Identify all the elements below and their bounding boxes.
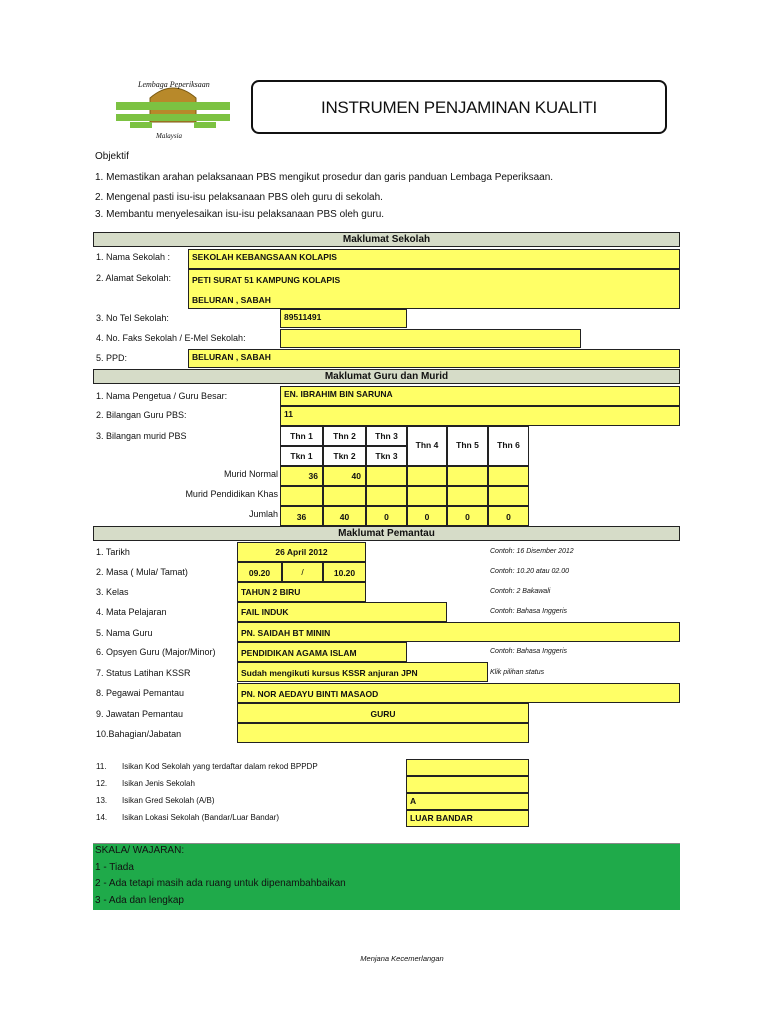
murid-khas-thn-6[interactable] [488,486,529,506]
col-thn-3: Thn 3 [366,426,407,446]
tarikh-field[interactable]: 26 April 2012 [237,542,366,562]
bahagian-jabatan-label: 10.Bahagian/Jabatan [96,729,182,739]
murid-normal-label: Murid Normal [223,469,278,479]
kelas-example: Contoh: 2 Bakawali [490,588,551,595]
kod-sekolah-field[interactable] [406,759,529,776]
murid-khas-thn-5[interactable] [447,486,488,506]
jawatan-pemantau-label: 9. Jawatan Pemantau [96,709,184,719]
objektif-heading: Objektif [95,151,129,162]
murid-khas-thn-2[interactable] [323,486,366,506]
ppd-label: 5. PPD: [96,353,128,363]
jumlah-thn-2: 40 [323,506,366,526]
isikan-14-num: 14. [96,813,108,822]
alamat-sekolah-label: 2. Alamat Sekolah: [96,273,172,283]
no-faks-field[interactable] [280,329,581,348]
murid-normal-thn-5[interactable] [447,466,488,486]
murid-khas-thn-4[interactable] [407,486,447,506]
alamat-line-2: BELURAN , SABAH [192,294,271,305]
bahagian-jabatan-field[interactable] [237,723,529,743]
tarikh-label: 1. Tarikh [96,547,130,557]
masa-example: Contoh: 10.20 atau 02.00 [490,568,570,575]
skala-item: 1 - Tiada [95,862,134,873]
maklumat-sekolah-header: Maklumat Sekolah [93,232,680,247]
opsyen-guru-field[interactable]: PENDIDIKAN AGAMA ISLAM [237,642,407,662]
jumlah-thn-1: 36 [280,506,323,526]
mata-pelajaran-field[interactable]: FAIL INDUK [237,602,447,622]
status-latihan-select[interactable]: Sudah mengikuti kursus KSSR anjuran JPN [237,662,488,682]
murid-normal-thn-2[interactable]: 40 [323,466,366,486]
col-thn-6: Thn 6 [488,426,529,466]
objektif-item: 3. Membantu menyelesaikan isu-isu pelaksanaan PBS oleh guru. [95,209,385,220]
nama-pengetua-field[interactable]: EN. IBRAHIM BIN SARUNA [280,386,680,406]
opsyen-example: Contoh: Bahasa Inggeris [490,648,568,655]
mata-pelajaran-example: Contoh: Bahasa Inggeris [490,608,568,615]
page-title: INSTRUMEN PENJAMINAN KUALITI [321,98,597,117]
logo-arc-text: Lembaga Peperiksaan [138,80,210,89]
col-thn-1: Thn 1 [280,426,323,446]
jumlah-thn-6: 0 [488,506,529,526]
bilangan-guru-label: 2. Bilangan Guru PBS: [96,410,187,420]
isikan-12-label: Isikan Jenis Sekolah [122,779,195,788]
nama-pengetua-label: 1. Nama Pengetua / Guru Besar: [96,391,228,401]
opsyen-guru-label: 6. Opsyen Guru (Major/Minor) [96,647,216,657]
bilangan-guru-field[interactable]: 11 [280,406,680,426]
bilangan-murid-label: 3. Bilangan murid PBS [96,431,187,441]
isikan-13-num: 13. [96,796,108,805]
jenis-sekolah-field[interactable] [406,776,529,793]
gred-sekolah-field[interactable]: A [406,793,529,810]
alamat-line-1: PETI SURAT 51 KAMPUNG KOLAPIS [192,275,341,285]
nama-guru-field[interactable]: PN. SAIDAH BT MININ [237,622,680,642]
no-tel-label: 3. No Tel Sekolah: [96,313,169,323]
jumlah-thn-3: 0 [366,506,407,526]
objektif-item: 2. Mengenal pasti isu-isu pelaksanaan PBS oleh guru di sekolah. [95,192,383,203]
lokasi-sekolah-field[interactable]: LUAR BANDAR [406,810,529,827]
kelas-field[interactable]: TAHUN 2 BIRU [237,582,366,602]
murid-khas-label: Murid Pendidikan Khas [185,489,278,499]
murid-normal-thn-3[interactable] [366,466,407,486]
masa-separator: / [282,562,323,582]
jumlah-thn-4: 0 [407,506,447,526]
isikan-11-label: Isikan Kod Sekolah yang terdaftar dalam rekod BPPDP [122,762,318,771]
objektif-item: 1. Memastikan arahan pelaksanaan PBS mengikut prosedur dan garis panduan Lembaga Peperiksaan. [95,172,554,183]
nama-sekolah-label: 1. Nama Sekolah : [96,252,171,262]
maklumat-guru-murid-header: Maklumat Guru dan Murid [93,369,680,384]
jawatan-pemantau-field[interactable]: GURU [237,703,529,723]
isikan-14-label: Isikan Lokasi Sekolah (Bandar/Luar Bandar) [122,813,279,822]
skala-item: 3 - Ada dan lengkap [95,895,184,906]
status-example: Klik pilihan status [490,669,545,676]
skala-heading: SKALA/ WAJARAN: [95,845,185,856]
no-tel-field[interactable]: 89511491 [280,309,407,328]
isikan-11-num: 11. [96,762,107,771]
logo [110,76,236,144]
maklumat-pemantau-header: Maklumat Pemantau [93,526,680,541]
logo-bottom-text: Malaysia [156,132,183,140]
mata-pelajaran-label: 4. Mata Pelajaran [96,607,167,617]
masa-tamat-field[interactable]: 10.20 [323,562,366,582]
pegawai-pemantau-field[interactable]: PN. NOR AEDAYU BINTI MASAOD [237,683,680,703]
murid-normal-thn-4[interactable] [407,466,447,486]
tarikh-example: Contoh: 16 Disember 2012 [490,548,574,555]
ppd-field[interactable]: BELURAN , SABAH [188,349,680,368]
pegawai-pemantau-label: 8. Pegawai Pemantau [96,688,185,698]
status-latihan-label: 7. Status Latihan KSSR [96,668,191,678]
isikan-12-num: 12. [96,779,108,788]
col-tkn-1: Tkn 1 [280,446,323,466]
isikan-13-label: Isikan Gred Sekolah (A/B) [122,796,215,805]
alamat-sekolah-field[interactable] [188,269,680,309]
jumlah-thn-5: 0 [447,506,488,526]
murid-khas-thn-3[interactable] [366,486,407,506]
col-tkn-3: Tkn 3 [366,446,407,466]
skala-item: 2 - Ada tetapi masih ada ruang untuk dipenambahbaikan [95,878,346,889]
nama-guru-label: 5. Nama Guru [96,628,153,638]
murid-normal-thn-1[interactable]: 36 [280,466,323,486]
nama-sekolah-field[interactable]: SEKOLAH KEBANGSAAN KOLAPIS [188,249,680,269]
col-tkn-2: Tkn 2 [323,446,366,466]
footer-tagline: Menjana Kecemerlangan [360,954,444,963]
murid-khas-thn-1[interactable] [280,486,323,506]
masa-label: 2. Masa ( Mula/ Tamat) [96,567,188,577]
col-thn-5: Thn 5 [447,426,488,466]
kelas-label: 3. Kelas [96,587,129,597]
jumlah-label: Jumlah [248,509,278,519]
murid-normal-thn-6[interactable] [488,466,529,486]
masa-mula-field[interactable]: 09.20 [237,562,282,582]
col-thn-4: Thn 4 [407,426,447,466]
no-faks-label: 4. No. Faks Sekolah / E-Mel Sekolah: [96,333,246,343]
col-thn-2: Thn 2 [323,426,366,446]
